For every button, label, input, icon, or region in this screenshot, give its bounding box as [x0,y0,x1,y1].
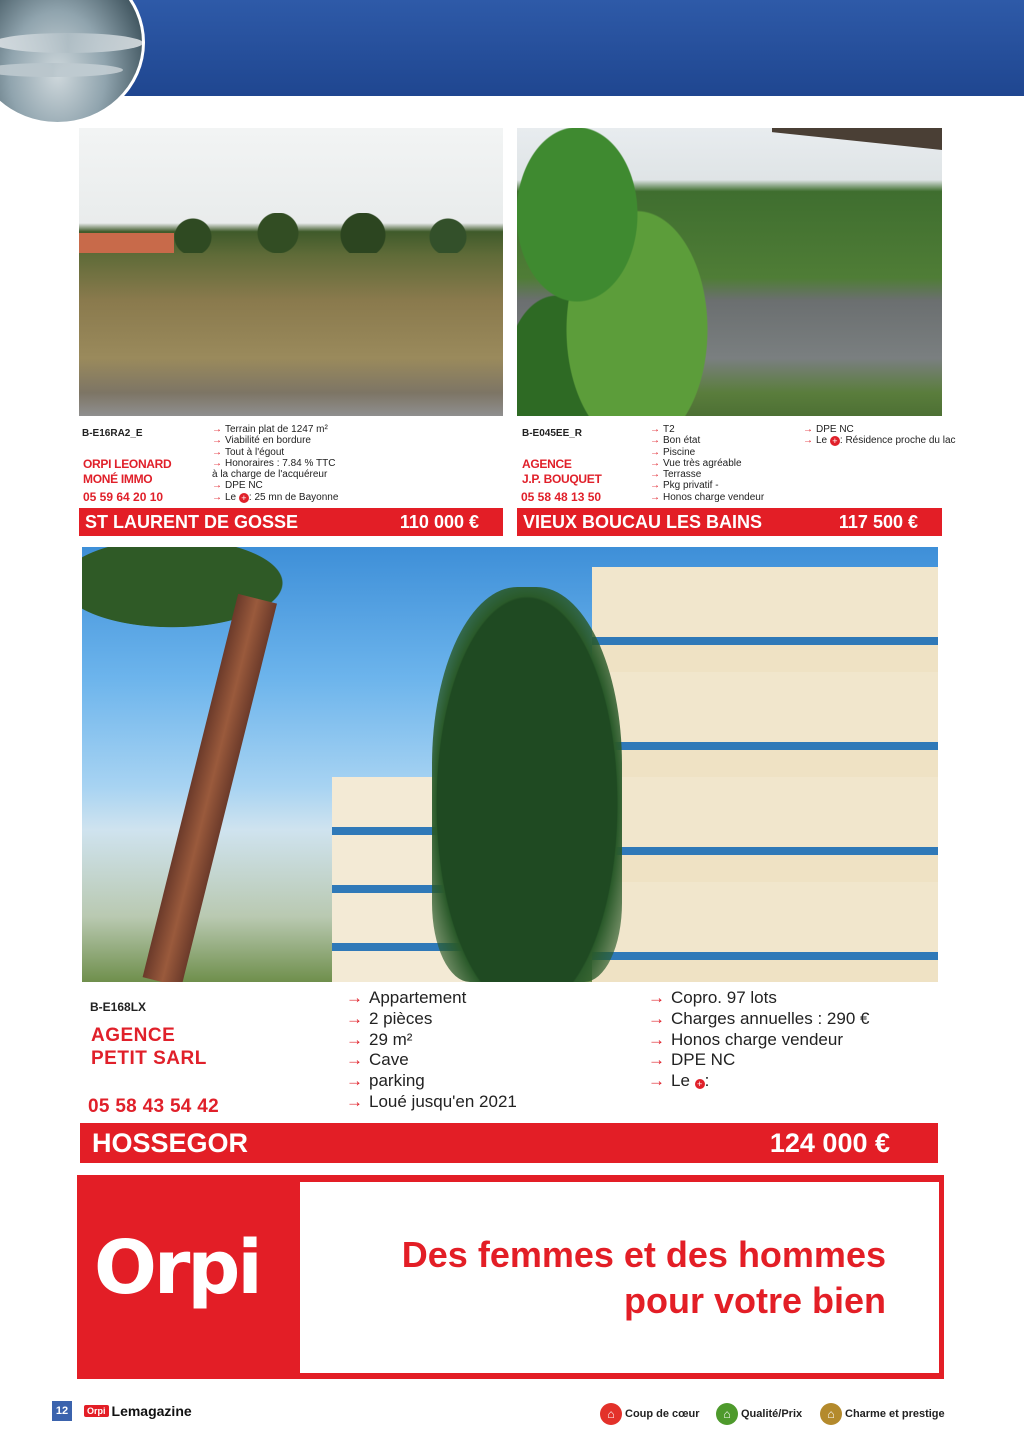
feature-item: → Piscine [650,446,696,458]
price-bar [79,508,503,536]
feature-item: → Tout à l'égout [212,446,285,458]
feature-item: à la charge de l'acquéreur [212,469,328,481]
listing-features [212,424,338,503]
listing-features-extra [803,424,956,447]
agency-line: AGENCE [522,457,572,471]
arrow-icon: → [212,435,222,447]
arrow-icon: → [346,1091,363,1111]
arrow-icon: → [648,988,665,1007]
arrow-icon: → [650,424,660,435]
feature-item: → DPE NC [648,1050,736,1070]
feature-item: → Appartement [346,988,467,1007]
agency-line: PETIT SARL [91,1048,207,1069]
arrow-icon: → [346,1071,363,1091]
arrow-icon: → [648,1029,665,1049]
feature-item: → Le + : [648,1071,710,1091]
listing-reference: B-E16RA2_E [82,428,143,439]
feature-item: → Vue très agréable [650,457,742,469]
feature-item: → Bon état [650,435,701,447]
listing-city: HOSSEGOR [92,1128,249,1158]
arrow-icon: → [803,424,813,435]
heart-house-icon: ⌂ [600,1403,622,1425]
slogan [402,1232,886,1324]
listing-phone: 05 58 43 54 42 [88,1096,219,1117]
legend-charme-prestige: ⌂ Charme et prestige [820,1403,945,1425]
arrow-icon: → [212,424,222,435]
arrow-icon: → [803,435,813,447]
cypress-shape [432,587,622,982]
feature-item: → DPE NC [212,480,263,492]
roof-shape [772,128,942,150]
agency-line: J.P. BOUQUET [522,472,602,486]
listing-photo-residence [517,128,942,416]
feature-item: → parking [346,1071,425,1091]
arrow-icon: → [212,457,222,469]
arrow-icon: → [648,1008,665,1028]
feature-item: → DPE NC [803,424,854,435]
feature-item: → Honoraires : 7.84 % TTC [212,457,336,469]
listing-city: VIEUX BOUCAU LES BAINS [523,512,763,532]
listing-agency [83,457,171,487]
plus-icon: + [695,1079,705,1089]
listing-reference: B-E168LX [90,1000,147,1014]
legend-qualite-prix: ⌂ Qualité/Prix [716,1403,802,1425]
arrow-icon: → [346,1050,363,1070]
feature-item: → Cave [346,1050,409,1070]
listing-phone: 05 58 48 13 50 [521,490,602,504]
euro-house-icon: ⌂ [716,1403,738,1425]
listing-features [650,424,764,503]
agency-line: ORPI LEONARD [83,457,172,471]
price-bar [517,508,942,536]
feature-item: → Terrain plat de 1247 m² [212,424,328,435]
listing-price: 110 000 € [399,512,479,532]
listing-price: 124 000 € [769,1128,890,1158]
feature-item: → 2 pièces [346,1008,433,1028]
feature-item: → Le + : Résidence proche du lac [803,435,956,447]
foliage-shape [517,128,717,416]
arrow-icon: → [346,1029,363,1049]
wave-shape [0,63,123,77]
listing-reference: B-E045EE_R [522,428,583,439]
orpi-logo: Orpi [94,1225,260,1311]
arrow-icon: → [650,491,660,503]
arrow-icon: → [650,457,660,469]
arrow-icon: → [650,446,660,458]
listing-phone: 05 59 64 20 10 [83,490,164,504]
slogan-line: Des femmes et des hommes [401,1234,886,1275]
magazine-name: Lemagazine [111,1403,192,1419]
feature-item: → Le + : 25 mn de Bayonne [212,491,339,503]
listing-agency [522,457,602,487]
trees-shape [159,213,499,253]
arrow-icon: → [212,491,222,503]
arrow-icon: → [648,1050,665,1070]
header-band [0,0,1024,96]
star-house-icon: ⌂ [820,1403,842,1425]
listing-photo-building [82,547,938,982]
wave-shape [0,33,143,53]
plus-icon: + [830,436,840,446]
building-shape [592,567,938,982]
arrow-icon: → [212,446,222,458]
arrow-icon: → [346,1008,363,1028]
header-wave-photo [0,0,145,125]
plus-icon: + [239,493,249,503]
agency-line: AGENCE [91,1025,176,1046]
feature-item: → Viabilité en bordure [212,435,311,447]
feature-item: → Pkg privatif - [650,480,719,492]
feature-item: → Copro. 97 lots [648,988,777,1007]
page-number: 12 [52,1401,72,1421]
house-shape [79,233,174,253]
listing-agency [91,1024,207,1070]
slogan-line: pour votre bien [623,1280,886,1321]
magazine-logo [84,1403,192,1419]
arrow-icon: → [650,469,660,481]
feature-item: → Charges annuelles : 290 € [648,1008,870,1028]
feature-item: → 29 m² [346,1029,413,1049]
listing-photo-field [79,128,503,416]
listing-price: 117 500 € [838,512,918,532]
feature-item: → Honos charge vendeur [650,491,765,503]
feature-item: → Honos charge vendeur [648,1029,844,1049]
listing-features [346,988,517,1113]
feature-item: → Terrasse [650,469,702,481]
legend-coup-de-coeur: ⌂ Coup de cœur [600,1403,700,1425]
feature-item: → Loué jusqu'en 2021 [346,1091,517,1111]
arrow-icon: → [346,988,363,1007]
listing-features-extra [648,988,869,1092]
listing-city: ST LAURENT DE GOSSE [85,512,299,532]
price-bar [80,1123,938,1163]
arrow-icon: → [650,480,660,492]
arrow-icon: → [212,480,222,492]
arrow-icon: → [648,1071,665,1091]
feature-item: → T2 [650,424,675,435]
orpi-mini-logo: Orpi [84,1405,109,1417]
arrow-icon: → [650,435,660,447]
agency-line: MONÉ IMMO [83,472,153,486]
